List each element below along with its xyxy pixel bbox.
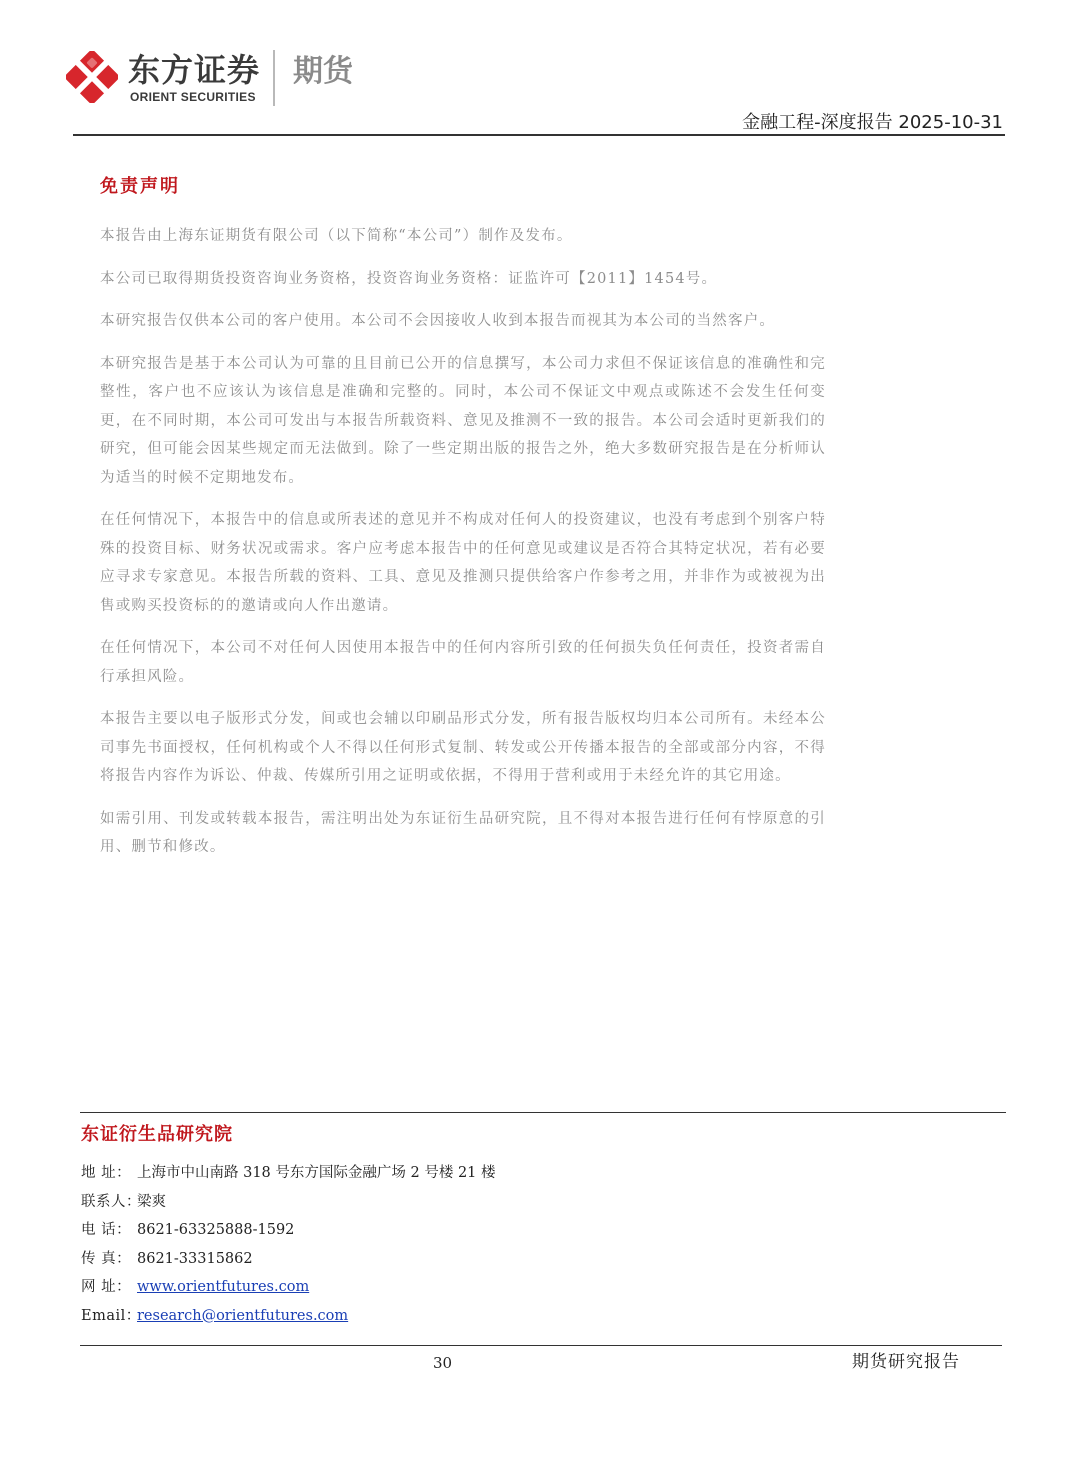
- email-row: [81, 1302, 681, 1331]
- email-label: Email：: [81, 1307, 141, 1324]
- disclaimer-paragraph: 本报告由上海东证期货有限公司（以下简称“本公司”）制作及发布。: [100, 228, 573, 244]
- disclaimer-paragraph: 本研究报告仅供本公司的客户使用。本公司不会因接收人收到本报告而视其为本公司的当然客户。: [100, 313, 776, 329]
- email-link[interactable]: research@orientfutures.com: [137, 1307, 349, 1324]
- footer-report-label: 期货研究报告: [852, 1352, 960, 1372]
- disclaimer-paragraph: 本报告主要以电子版形式分发，间或也会辅以印刷品形式分发，所有报告版权均归本公司所有。未经本公司事先书面授权，任何机构或个人不得以任何形式复制、转发或公开传播本报告的全部或部分内容，不得将报告内容作为诉讼、仲裁、传媒所引用之证明或依据，不得用于营利或用于未经允许的其它用途。: [100, 711, 826, 784]
- phone-row: [81, 1216, 681, 1245]
- disclaimer-title: 免责声明: [100, 176, 180, 197]
- address-row: [81, 1159, 681, 1188]
- report-type-date: 金融工程-深度报告 2025-10-31: [742, 112, 1003, 133]
- brand-divider: [273, 50, 275, 106]
- address-label: 地 址：: [81, 1165, 132, 1181]
- page-number: 30: [433, 1354, 453, 1372]
- page-header: [0, 0, 1080, 140]
- disclaimer-paragraph: 如需引用、刊发或转载本报告，需注明出处为东证衍生品研究院，且不得对本报告进行任何有悖原意的引用、删节和修改。: [100, 810, 826, 855]
- address-value: 上海市中山南路 318 号东方国际金融广场 2 号楼 21 楼: [137, 1165, 496, 1181]
- website-link[interactable]: www.orientfutures.com: [137, 1279, 310, 1295]
- phone-label: 电 话：: [81, 1222, 132, 1238]
- website-row: [81, 1273, 681, 1302]
- research-institute-name: 东证衍生品研究院: [81, 1124, 233, 1145]
- phone-value: 8621-63325888-1592: [137, 1222, 295, 1238]
- disclaimer-paragraph: 在任何情况下，本报告中的信息或所表述的意见并不构成对任何人的投资建议，也没有考虑到个别客户特殊的投资目标、财务状况或需求。客户应考虑本报告中的任何意见或建议是否符合其特定状况，若有必要应寻求专家意见。本报告所载的资料、工具、意见及推测只提供给客户作参考之用，并非作为或被视为出售或购买投资标的的邀请或向人作出邀请。: [100, 512, 826, 614]
- disclaimer-paragraph: 本公司已取得期货投资咨询业务资格，投资咨询业务资格：证监许可【2011】1454号。: [100, 270, 718, 287]
- contact-person-value: 梁爽: [137, 1193, 166, 1210]
- brand-name-cn: 东方证券: [128, 51, 261, 89]
- fax-row: [81, 1245, 681, 1274]
- contact-person-label: 联系人：: [81, 1193, 141, 1210]
- header-divider: [73, 134, 1005, 136]
- contact-info: [81, 1159, 681, 1330]
- fax-label: 传 真：: [81, 1250, 132, 1267]
- disclaimer-section: [100, 172, 826, 876]
- disclaimer-paragraph: 本研究报告是基于本公司认为可靠的且目前已公开的信息撰写，本公司力求但不保证该信息的准确性和完整性，客户也不应该认为该信息是准确和完整的。同时，本公司不保证文中观点或陈述不会发生任何变更，在不同时期，本公司可发出与本报告所载资料、意见及推测不一致的报告。本公司会适时更新我们的研究，但可能会因某些规定而无法做到。除了一些定期出版的报告之外，绝大多数研究报告是在分析师认为适当的时候不定期地发布。: [100, 355, 826, 486]
- website-label: 网 址：: [81, 1279, 132, 1295]
- fax-value: 8621-33315862: [137, 1250, 253, 1267]
- footer-divider-top: [80, 1112, 1006, 1113]
- contact-person-row: [81, 1188, 681, 1217]
- brand-subtitle: 期货: [293, 54, 353, 89]
- footer-divider-bottom: [80, 1345, 1002, 1346]
- brand-name-en: ORIENT SECURITIES: [130, 90, 256, 104]
- orient-securities-logo-icon: [66, 51, 118, 103]
- disclaimer-paragraph: 在任何情况下，本公司不对任何人因使用本报告中的任何内容所引致的任何损失负任何责任，投资者需自行承担风险。: [100, 640, 826, 685]
